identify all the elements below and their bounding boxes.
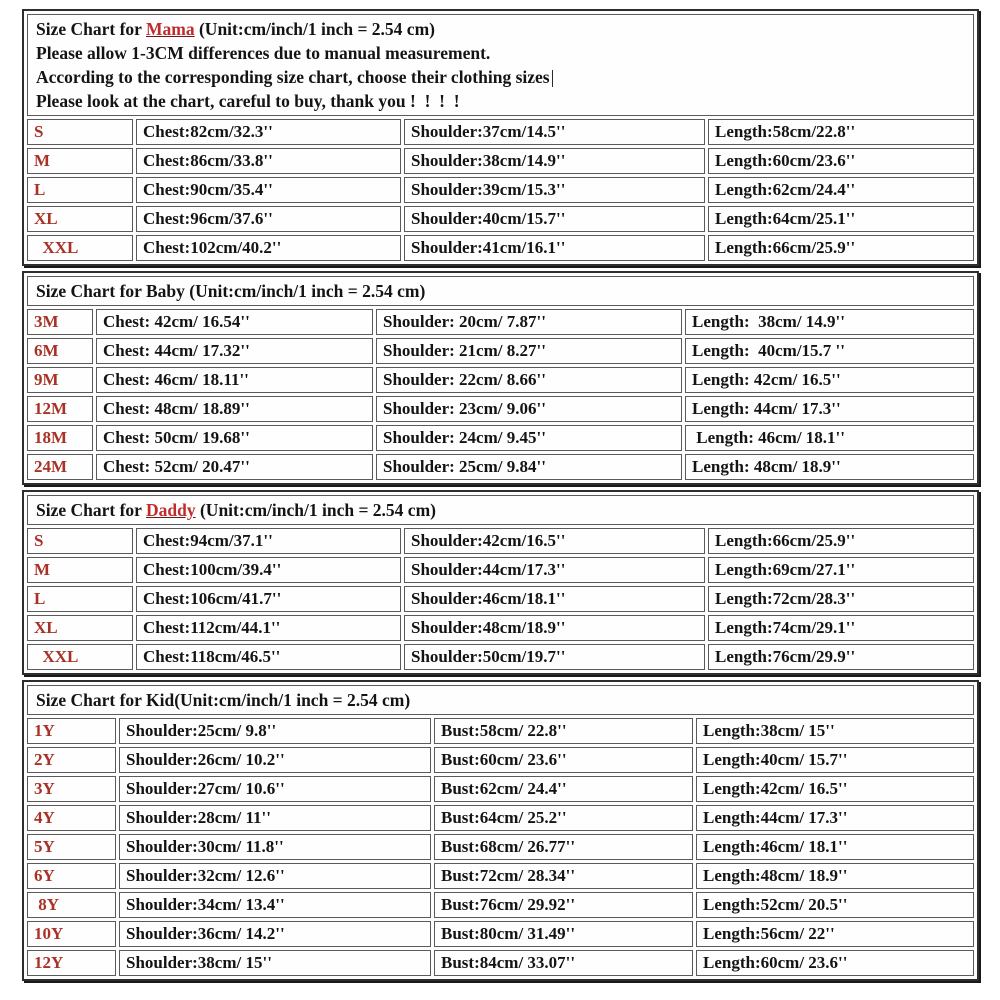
daddy-header-line xyxy=(36,498,965,522)
kid-size-row xyxy=(27,950,974,976)
daddy-size-row xyxy=(27,557,974,583)
title-text: Please look at the chart, careful to buy, thank you ! ! ! ! xyxy=(36,91,460,111)
measurement-cell: Chest:82cm/32.3'' xyxy=(136,119,401,145)
size-label-cell: 3Y xyxy=(27,776,116,802)
measurement-cell: Chest:112cm/44.1'' xyxy=(136,615,401,641)
kid-size-row xyxy=(27,747,974,773)
measurement-cell: Chest: 44cm/ 17.32'' xyxy=(96,338,373,364)
size-chart-table-baby xyxy=(22,271,979,485)
title-text: (Unit:cm/inch/1 inch = 2.54 cm) xyxy=(194,19,435,39)
title-text: Size Chart for xyxy=(36,19,146,39)
measurement-cell: Chest:106cm/41.7'' xyxy=(136,586,401,612)
measurement-cell: Shoulder:32cm/ 12.6'' xyxy=(119,863,431,889)
measurement-cell: Shoulder:48cm/18.9'' xyxy=(404,615,705,641)
size-label-cell: XL xyxy=(27,206,133,232)
measurement-cell: Shoulder:46cm/18.1'' xyxy=(404,586,705,612)
measurement-cell: Chest: 50cm/ 19.68'' xyxy=(96,425,373,451)
measurement-cell: Shoulder:37cm/14.5'' xyxy=(404,119,705,145)
measurement-cell: Length:40cm/ 15.7'' xyxy=(696,747,974,773)
measurement-cell: Bust:80cm/ 31.49'' xyxy=(434,921,693,947)
size-label-cell: 4Y xyxy=(27,805,116,831)
size-label-cell: 18M xyxy=(27,425,93,451)
measurement-cell: Chest: 42cm/ 16.54'' xyxy=(96,309,373,335)
daddy-table-title xyxy=(27,495,974,525)
measurement-cell: Shoulder:27cm/ 10.6'' xyxy=(119,776,431,802)
measurement-cell: Length:44cm/ 17.3'' xyxy=(696,805,974,831)
measurement-cell: Length: 42cm/ 16.5'' xyxy=(685,367,974,393)
kid-table-title xyxy=(27,685,974,715)
measurement-cell: Chest:96cm/37.6'' xyxy=(136,206,401,232)
mama-table-title xyxy=(27,14,974,116)
mama-header-line xyxy=(36,89,965,113)
size-label-cell: 10Y xyxy=(27,921,116,947)
measurement-cell: Bust:84cm/ 33.07'' xyxy=(434,950,693,976)
size-label-cell: 6Y xyxy=(27,863,116,889)
baby-size-row xyxy=(27,367,974,393)
measurement-cell: Length:62cm/24.4'' xyxy=(708,177,974,203)
size-label-cell: L xyxy=(27,586,133,612)
kid-size-row xyxy=(27,834,974,860)
size-label-cell: L xyxy=(27,177,133,203)
measurement-cell: Shoulder: 20cm/ 7.87'' xyxy=(376,309,682,335)
measurement-cell: Shoulder:44cm/17.3'' xyxy=(404,557,705,583)
size-label-cell: 12Y xyxy=(27,950,116,976)
measurement-cell: Length:52cm/ 20.5'' xyxy=(696,892,974,918)
mama-header-row xyxy=(27,14,974,116)
measurement-cell: Bust:64cm/ 25.2'' xyxy=(434,805,693,831)
measurement-cell: Chest: 52cm/ 20.47'' xyxy=(96,454,373,480)
size-label-cell: 3M xyxy=(27,309,93,335)
measurement-cell: Shoulder: 21cm/ 8.27'' xyxy=(376,338,682,364)
baby-header-row xyxy=(27,276,974,306)
measurement-cell: Length:69cm/27.1'' xyxy=(708,557,974,583)
title-text: Size Chart for Kid(Unit:cm/inch/1 inch = 2.54 cm) xyxy=(36,690,411,710)
daddy-size-row xyxy=(27,644,974,670)
measurement-cell: Length:64cm/25.1'' xyxy=(708,206,974,232)
measurement-cell: Chest:118cm/46.5'' xyxy=(136,644,401,670)
mama-size-row xyxy=(27,119,974,145)
size-label-cell: XL xyxy=(27,615,133,641)
measurement-cell: Chest:86cm/33.8'' xyxy=(136,148,401,174)
measurement-cell: Length: 46cm/ 18.1'' xyxy=(685,425,974,451)
measurement-cell: Shoulder:50cm/19.7'' xyxy=(404,644,705,670)
size-label-cell: S xyxy=(27,119,133,145)
mama-header-line xyxy=(36,17,965,41)
measurement-cell: Shoulder: 24cm/ 9.45'' xyxy=(376,425,682,451)
daddy-header-row xyxy=(27,495,974,525)
size-label-cell: 2Y xyxy=(27,747,116,773)
measurement-cell: Length:72cm/28.3'' xyxy=(708,586,974,612)
measurement-cell: Chest: 46cm/ 18.11'' xyxy=(96,367,373,393)
size-label-cell: 8Y xyxy=(27,892,116,918)
measurement-cell: Length:38cm/ 15'' xyxy=(696,718,974,744)
kid-size-row xyxy=(27,718,974,744)
measurement-cell: Length:46cm/ 18.1'' xyxy=(696,834,974,860)
size-label-cell: 5Y xyxy=(27,834,116,860)
title-text: (Unit:cm/inch/1 inch = 2.54 cm) xyxy=(195,500,436,520)
measurement-cell: Length:60cm/23.6'' xyxy=(708,148,974,174)
kid-size-row xyxy=(27,892,974,918)
measurement-cell: Chest:100cm/39.4'' xyxy=(136,557,401,583)
size-chart-table-daddy xyxy=(22,490,979,675)
measurement-cell: Length:66cm/25.9'' xyxy=(708,235,974,261)
baby-size-row xyxy=(27,454,974,480)
measurement-cell: Shoulder:39cm/15.3'' xyxy=(404,177,705,203)
mama-header-line xyxy=(36,41,965,65)
measurement-cell: Chest: 48cm/ 18.89'' xyxy=(96,396,373,422)
measurement-cell: Shoulder:42cm/16.5'' xyxy=(404,528,705,554)
title-highlight: Daddy xyxy=(146,500,196,520)
measurement-cell: Length:76cm/29.9'' xyxy=(708,644,974,670)
measurement-cell: Chest:102cm/40.2'' xyxy=(136,235,401,261)
mama-size-row xyxy=(27,177,974,203)
kid-size-row xyxy=(27,921,974,947)
kid-header-line xyxy=(36,688,965,712)
measurement-cell: Shoulder: 25cm/ 9.84'' xyxy=(376,454,682,480)
measurement-cell: Length:58cm/22.8'' xyxy=(708,119,974,145)
measurement-cell: Length:56cm/ 22'' xyxy=(696,921,974,947)
daddy-size-row xyxy=(27,528,974,554)
size-label-cell: M xyxy=(27,557,133,583)
kid-size-row xyxy=(27,776,974,802)
daddy-size-row xyxy=(27,615,974,641)
measurement-cell: Length: 40cm/15.7 '' xyxy=(685,338,974,364)
kid-size-row xyxy=(27,863,974,889)
size-label-cell: 6M xyxy=(27,338,93,364)
measurement-cell: Bust:68cm/ 26.77'' xyxy=(434,834,693,860)
title-text: Size Chart for xyxy=(36,500,146,520)
measurement-cell: Shoulder:38cm/14.9'' xyxy=(404,148,705,174)
size-chart-table-kid xyxy=(22,680,979,981)
size-label-cell: XXL xyxy=(27,644,133,670)
size-chart-table-mama xyxy=(22,9,979,266)
mama-size-row xyxy=(27,148,974,174)
measurement-cell: Length: 48cm/ 18.9'' xyxy=(685,454,974,480)
kid-header-row xyxy=(27,685,974,715)
kid-size-row xyxy=(27,805,974,831)
measurement-cell: Shoulder: 22cm/ 8.66'' xyxy=(376,367,682,393)
size-label-cell: S xyxy=(27,528,133,554)
size-label-cell: M xyxy=(27,148,133,174)
measurement-cell: Length:60cm/ 23.6'' xyxy=(696,950,974,976)
measurement-cell: Bust:76cm/ 29.92'' xyxy=(434,892,693,918)
measurement-cell: Bust:62cm/ 24.4'' xyxy=(434,776,693,802)
measurement-cell: Shoulder:36cm/ 14.2'' xyxy=(119,921,431,947)
measurement-cell: Shoulder:38cm/ 15'' xyxy=(119,950,431,976)
baby-table-title xyxy=(27,276,974,306)
daddy-size-row xyxy=(27,586,974,612)
measurement-cell: Bust:58cm/ 22.8'' xyxy=(434,718,693,744)
size-label-cell: 12M xyxy=(27,396,93,422)
size-label-cell: 1Y xyxy=(27,718,116,744)
measurement-cell: Length:74cm/29.1'' xyxy=(708,615,974,641)
measurement-cell: Chest:90cm/35.4'' xyxy=(136,177,401,203)
baby-size-row xyxy=(27,396,974,422)
measurement-cell: Length:66cm/25.9'' xyxy=(708,528,974,554)
mama-header-line xyxy=(36,65,965,89)
measurement-cell: Length: 38cm/ 14.9'' xyxy=(685,309,974,335)
text-cursor xyxy=(552,70,554,87)
baby-size-row xyxy=(27,425,974,451)
size-label-cell: 24M xyxy=(27,454,93,480)
measurement-cell: Bust:60cm/ 23.6'' xyxy=(434,747,693,773)
measurement-cell: Length: 44cm/ 17.3'' xyxy=(685,396,974,422)
measurement-cell: Shoulder:40cm/15.7'' xyxy=(404,206,705,232)
title-text: Size Chart for Baby (Unit:cm/inch/1 inch = 2.54 cm) xyxy=(36,281,426,301)
mama-size-row xyxy=(27,235,974,261)
title-text: Please allow 1-3CM differences due to manual measurement. xyxy=(36,43,491,63)
measurement-cell: Shoulder:26cm/ 10.2'' xyxy=(119,747,431,773)
mama-size-row xyxy=(27,206,974,232)
size-label-cell: 9M xyxy=(27,367,93,393)
measurement-cell: Length:42cm/ 16.5'' xyxy=(696,776,974,802)
title-text: According to the corresponding size chart, choose their clothing sizes xyxy=(36,67,550,87)
measurement-cell: Length:48cm/ 18.9'' xyxy=(696,863,974,889)
measurement-cell: Shoulder:25cm/ 9.8'' xyxy=(119,718,431,744)
measurement-cell: Shoulder:28cm/ 11'' xyxy=(119,805,431,831)
title-highlight: Mama xyxy=(146,19,195,39)
measurement-cell: Bust:72cm/ 28.34'' xyxy=(434,863,693,889)
measurement-cell: Shoulder:34cm/ 13.4'' xyxy=(119,892,431,918)
measurement-cell: Shoulder: 23cm/ 9.06'' xyxy=(376,396,682,422)
measurement-cell: Shoulder:30cm/ 11.8'' xyxy=(119,834,431,860)
measurement-cell: Shoulder:41cm/16.1'' xyxy=(404,235,705,261)
measurement-cell: Chest:94cm/37.1'' xyxy=(136,528,401,554)
baby-size-row xyxy=(27,338,974,364)
baby-header-line xyxy=(36,279,965,303)
baby-size-row xyxy=(27,309,974,335)
size-label-cell: XXL xyxy=(27,235,133,261)
